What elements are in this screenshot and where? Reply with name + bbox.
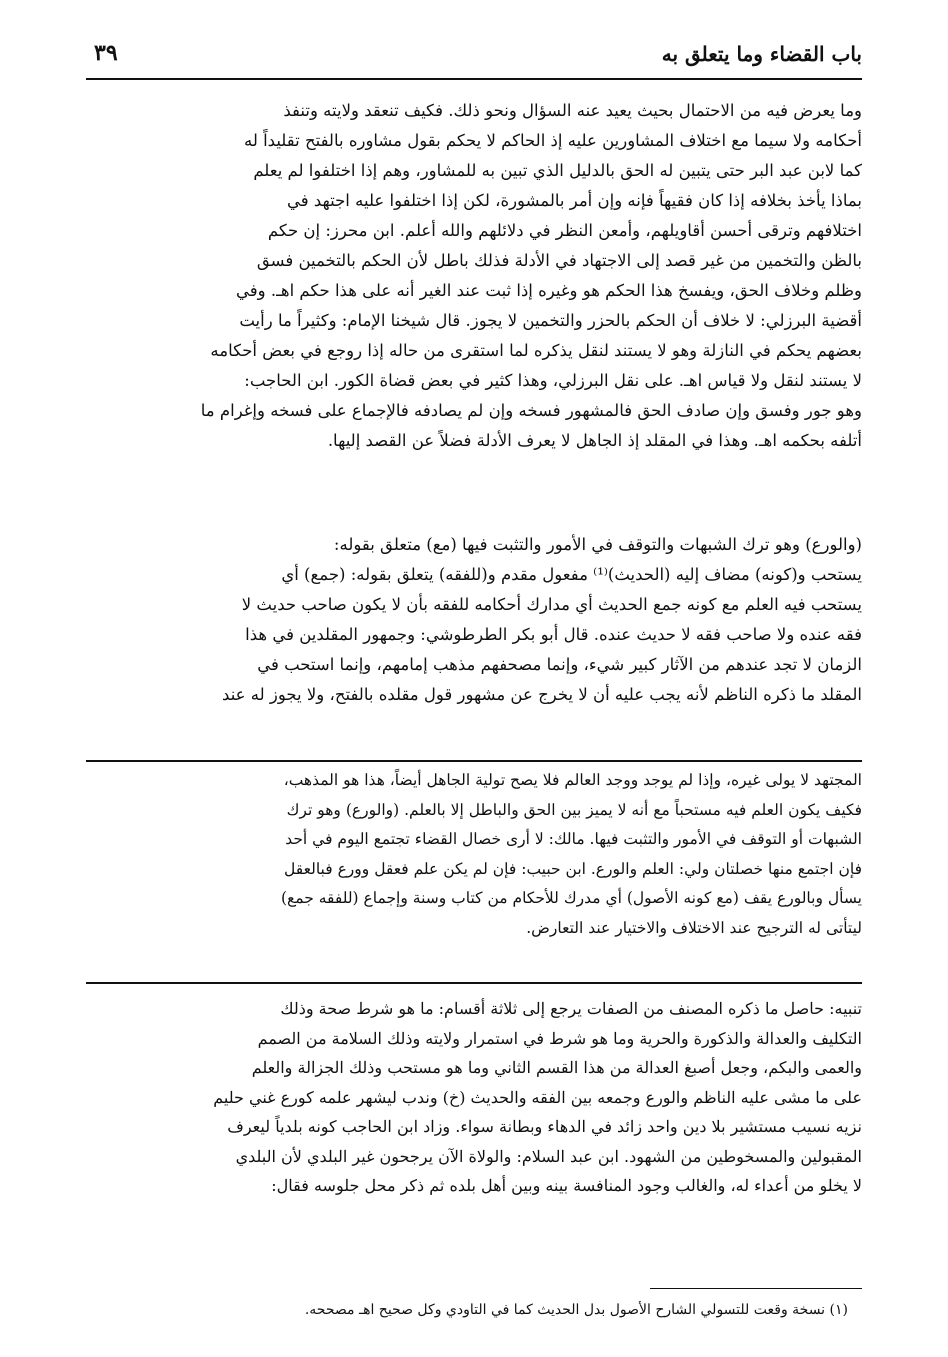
footnote: (١) نسخة وقعت للتسولي الشارح الأصول بدل الحديث كما في التاودي وكل صحيح اهـ مصححه.	[304, 1302, 848, 1318]
running-title: باب القضاء وما يتعلق به	[661, 42, 862, 66]
text-line: لا يخلو من أعداء له، والغالب وجود المنافسة بينه وبين أهل بلده ثم ذكر محل جلوسه فقال:	[271, 1176, 862, 1195]
text-line: لا يستند لنقل ولا قياس اهـ. على نقل البرزلي، وهذا كثير في بعض قضاة الكور. ابن الحاجب:	[244, 371, 862, 390]
page-number: ٣٩	[94, 40, 118, 66]
text-line: اختلافهم وترقى أحسن أقاويلهم، وأمعن النظر في دلائلهم والله أعلم. ابن محرز: إن حكم	[267, 221, 862, 240]
text-line: يسأل وبالورع يقف (مع كونه الأصول) أي مدرك للأحكام من كتاب وسنة وإجماع (للفقه جمع)	[280, 889, 862, 907]
page-header	[86, 34, 862, 80]
text-line: ليتأتى له الترجيح عند الاختلاف والاختيار عند التعارض.	[526, 918, 862, 937]
tanbih-block	[88, 994, 862, 1201]
main-text-block-bottom	[88, 530, 862, 710]
text-line: وهو جور وفسق وإن صادف الحق فالمشهور فسخه وإن لم يصادفه فالإجماع على فسخه وإغرام ما	[200, 401, 862, 420]
text-line: أحكامه ولا سيما مع اختلاف المشاورين عليه إذ الحاكم لا يحكم بقول مشاوره بالفتح تقليداً له	[243, 131, 862, 150]
text-line: (والورع) وهو ترك الشبهات والتوقف في الأمور والتثبت فيها (مع) متعلق بقوله:	[333, 535, 862, 554]
main-text-block-top	[88, 96, 862, 456]
text-line: على ما مشى عليه الناظم والورع وجمعه بين الفقه والحديث (خ) وندب ليشهر علمه كورع غني حليم	[213, 1087, 862, 1107]
text-line: يستحب فيه العلم مع كونه جمع الحديث أي مدارك أحكامه للفقه بأن لا يكون صاحب حديث لا	[241, 595, 862, 614]
text-line: تنبيه: حاصل ما ذكره المصنف من الصفات يرجع إلى ثلاثة أقسام: ما هو شرط صحة وذلك	[280, 999, 862, 1018]
commentary-block	[88, 766, 862, 943]
text-line: المجتهد لا يولى غيره، وإذا لم يوجد ووجد العالم فلا يصح تولية الجاهل أيضاً، هذا هو المذهب،	[283, 771, 862, 789]
section-divider	[86, 760, 862, 762]
text-line: بماذا يأخذ بخلافه إذا كان فقيهاً فإنه وإن أمر بالمشورة، لكن إذا اختلفوا عليه اجتهد في	[286, 191, 862, 210]
text-line: فإن اجتمع منها خصلتان ولي: العلم والورع. ابن حبيب: فإن لم يكن علم فعقل وورع فبالعقل	[284, 859, 862, 878]
text-line: أقضية البرزلي: لا خلاف أن الحكم بالحزر والتخمين لا يجوز. قال شيخنا الإمام: وكثيراً ما رأيت	[239, 311, 862, 330]
text-line: فقه عنده ولا صاحب فقه لا حديث عنده. قال أبو بكر الطرطوشي: وجمهور المقلدين في هذا	[245, 625, 862, 644]
text-line: وما يعرض فيه من الاحتمال بحيث يعيد عنه السؤال ونحو ذلك. فكيف تنعقد ولايته وتنفذ	[283, 101, 862, 120]
text-line: التكليف والعدالة والذكورة والحرية وما هو شرط في استمرار ولايته وذلك السلامة من الصمم	[257, 1028, 862, 1048]
text-line: المقبولين والمسخوطين من الشهود. ابن عبد السلام: والولاة الآن يرجحون غير البلدي لأن البلدي	[235, 1146, 862, 1166]
text-line: نزيه نسيب مستشير بلا دين واحد زائد في الدهاء وبطانة سواء. وزاد ابن الحاجب كونه بلدياً ليعرف	[227, 1117, 862, 1136]
section-divider	[86, 982, 862, 984]
footnote-divider	[650, 1288, 862, 1289]
text-line: والعمى والبكم، وجعل أصبغ العدالة من هذا القسم الثاني وما هو مستحب وذلك الجزالة والعلم	[251, 1058, 862, 1077]
text-line: الزمان لا تجد عندهم من الآثار كبير شيء، وإنما مصحفهم مذهب إمامهم، وإنما استحب في	[257, 655, 862, 674]
text-line: بالظن والتخمين من غير قصد إلى الاجتهاد في الأدلة فذلك باطل لأن الحكم بالتخمين فسق	[256, 251, 862, 270]
text-line: أتلفه بحكمه اهـ. وهذا في المقلد إذ الجاهل لا يعرف الأدلة فضلاً عن القصد إليها.	[327, 431, 862, 450]
text-line: المقلد ما ذكره الناظم لأنه يجب عليه أن لا يخرج عن مشهور قول مقلده بالفتح، ولا يجوز له عند	[222, 685, 862, 704]
text-line: الشبهات أو التوقف في الأمور والتثبت فيها. مالك: لا أرى خصال القضاء تجتمع اليوم في أحد	[285, 830, 862, 848]
text-line: كما لابن عبد البر حتى يتبين له الحق بالدليل الذي تبين به للمشاور، وهم إذا اختلفوا لم يعلم	[253, 161, 862, 180]
text-line: فكيف يكون العلم فيه مستحباً مع أنه لا يميز بين الحق والباطل إلا بالعلم. (والورع) وهو ترك	[286, 800, 862, 819]
text-line: بعضهم يحكم في النازلة وهو لا يستند لنقل يذكره لما استقرى من حاله إذا روجع في بعض أحكامه	[210, 341, 862, 360]
text-line: وظلم وخلاف الحق، ويفسخ هذا الحكم هو وغيره إذا ثبت عند الغير أنه على هذا حكم اهـ. وفي	[235, 281, 862, 300]
text-line: يستحب و(كونه) مضاف إليه (الحديث)⁽¹⁾ مفعول مقدم و(للفقه) يتعلق بقوله: (جمع) أي	[281, 565, 862, 584]
